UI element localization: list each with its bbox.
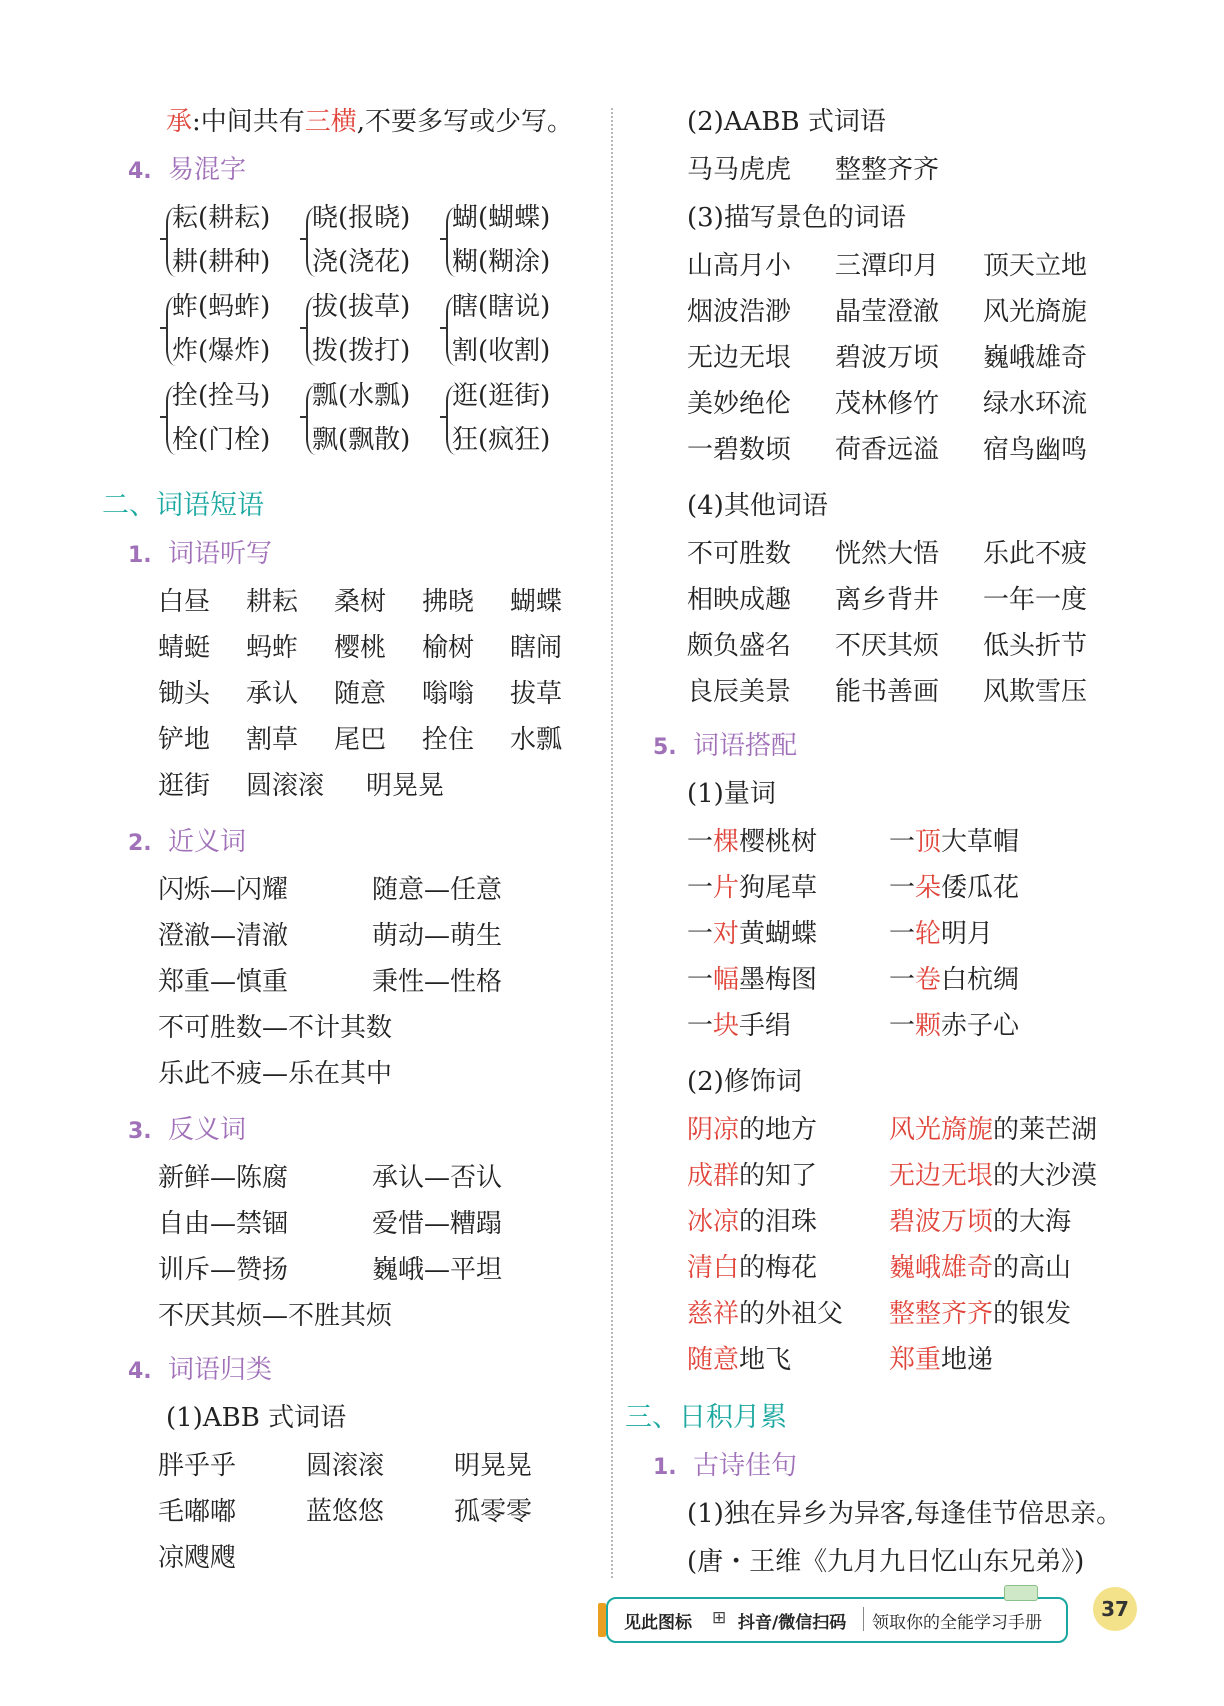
classify-num: 4.: [128, 1359, 152, 1384]
confusing-word: 耘(耕耘): [172, 203, 271, 233]
modifier-phrase: [687, 1198, 817, 1246]
quantifier-one: 一: [889, 919, 916, 949]
other-word: 相映成趣: [687, 585, 792, 615]
synonyms-num: 2.: [128, 831, 152, 856]
classify-heading: [128, 1346, 272, 1396]
modifier-word: 风光旖旎: [889, 1115, 994, 1145]
dictation-title: 词语听写: [167, 539, 272, 569]
footer-text-3: 领取你的全能学习手册: [872, 1613, 1042, 1633]
synonyms-pair: 萌动—萌生: [372, 921, 503, 951]
dictation-heading: [128, 530, 272, 580]
synonyms-pair: 随意—任意: [372, 875, 503, 905]
scene-word: 风光旖旎: [983, 297, 1088, 327]
antonyms-pair: 训斥—赞扬: [158, 1255, 289, 1285]
confusing-word: 瞎(瞎说): [452, 292, 551, 322]
quantifier-phrase: [889, 1002, 1019, 1050]
modifier-word: 郑重: [889, 1345, 942, 1375]
tip-char: 承: [166, 107, 193, 137]
scene-word: 碧波万顷: [835, 343, 940, 373]
confusing-word: 栓(门栓): [172, 425, 271, 455]
scene-word: 晶莹澄澈: [835, 297, 940, 327]
quantifier-word: 颗: [915, 1011, 942, 1041]
quantifier-one: 一: [687, 873, 714, 903]
page-number: 37: [1093, 1587, 1137, 1631]
footer-text-1: 见此图标: [624, 1613, 692, 1633]
dictation-word: 承认: [246, 679, 299, 709]
quantifier-one: 一: [889, 827, 916, 857]
quantifier-word: 对: [713, 919, 740, 949]
modifier-word: 阴凉: [687, 1115, 740, 1145]
quantifier-noun: 倭瓜花: [941, 873, 1020, 903]
antonyms-num: 3.: [128, 1119, 152, 1144]
confusing-title: 易混字: [167, 155, 246, 185]
quantifier-phrase: [889, 864, 1019, 912]
abb-word: 孤零零: [454, 1497, 533, 1527]
confusing-word: 糊(糊涂): [452, 247, 551, 277]
quantifier-phrase: [687, 910, 817, 958]
dictation-word: 圆滚滚: [246, 771, 325, 801]
column-divider: [611, 108, 613, 1578]
dictation-word: 明晃晃: [366, 771, 445, 801]
dictation-word: 樱桃: [334, 633, 387, 663]
modifier-word: 巍峨雄奇: [889, 1253, 994, 1283]
dictation-word: 白昼: [158, 587, 211, 617]
quantifier-one: 一: [687, 827, 714, 857]
confusing-num: 4.: [128, 159, 152, 184]
quantifier-one: 一: [687, 919, 714, 949]
modifier-word: 清白: [687, 1253, 740, 1283]
poem-title: 古诗佳句: [692, 1451, 797, 1481]
modifier-noun: 的地方: [739, 1115, 818, 1145]
dictation-word: 榆树: [422, 633, 475, 663]
quantifier-noun: 白杭绸: [941, 965, 1020, 995]
confusing-word: 拔(拔草): [312, 292, 411, 322]
quantifier-word: 朵: [915, 873, 942, 903]
modifier-phrase: [889, 1106, 1097, 1154]
confusing-heading: [128, 146, 246, 196]
modifier-word: 整整齐齐: [889, 1299, 994, 1329]
quantifier-one: 一: [889, 1011, 916, 1041]
synonyms-pair: 不可胜数—不计其数: [158, 1013, 393, 1043]
antonyms-pair: 爱惜—糟蹋: [372, 1209, 503, 1239]
footer-text-2: 抖音/微信扫码: [738, 1613, 847, 1633]
modifier-noun: 的知了: [739, 1161, 818, 1191]
synonyms-pair: 秉性—性格: [372, 967, 503, 997]
abb-word: 毛嘟嘟: [158, 1497, 237, 1527]
modifier-phrase: [687, 1290, 843, 1338]
quantifier-one: 一: [687, 965, 714, 995]
dictation-word: 尾巴: [334, 725, 387, 755]
other-title: (4)其他词语: [687, 491, 828, 521]
modifier-word: 冰凉: [687, 1207, 740, 1237]
scan-icon: ⊞: [712, 1608, 727, 1628]
modifier-noun: 的大海: [993, 1207, 1072, 1237]
scene-word: 顶天立地: [983, 251, 1088, 281]
modifier-phrase: [889, 1244, 1071, 1292]
confusing-word: 逛(逛街): [452, 381, 551, 411]
confusing-word: 耕(耕种): [172, 247, 271, 277]
scene-word: 绿水环流: [983, 389, 1088, 419]
modifier-phrase: [889, 1152, 1097, 1200]
modifier-phrase: [687, 1244, 817, 1292]
scene-word: 美妙绝伦: [687, 389, 792, 419]
dictation-word: 水瓢: [510, 725, 563, 755]
dictation-word: 割草: [246, 725, 299, 755]
quantifier-one: 一: [889, 965, 916, 995]
modifier-noun: 的莱芒湖: [993, 1115, 1098, 1145]
confusing-word: 拨(拨打): [312, 336, 411, 366]
other-word: 能书善画: [835, 677, 940, 707]
match-title: 词语搭配: [692, 731, 797, 761]
other-word: 离乡背井: [835, 585, 940, 615]
dictation-word: 桑树: [334, 587, 387, 617]
quantifier-phrase: [687, 1002, 791, 1050]
antonyms-title: 反义词: [167, 1115, 246, 1145]
modifier-word: 慈祥: [687, 1299, 740, 1329]
quantifier-noun: 大草帽: [941, 827, 1020, 857]
match-num: 5.: [653, 735, 677, 760]
footer-accent: [598, 1603, 606, 1637]
aabb-title: (2)AABB 式词语: [687, 107, 886, 137]
scene-word: 三潭印月: [835, 251, 940, 281]
confusing-word: 浇(浇花): [312, 247, 411, 277]
dictation-word: 铲地: [158, 725, 211, 755]
antonyms-pair: 承认—否认: [372, 1163, 503, 1193]
tip-highlight: 三横: [304, 107, 357, 137]
confusing-word: 炸(爆炸): [172, 336, 271, 366]
antonyms-pair: 新鲜—陈腐: [158, 1163, 289, 1193]
dictation-word: 蝴蝶: [510, 587, 563, 617]
abb-word: 明晃晃: [454, 1451, 533, 1481]
confusing-word: 割(收割): [452, 336, 551, 366]
modifier-noun: 的泪珠: [739, 1207, 818, 1237]
quantifier-noun: 墨梅图: [739, 965, 818, 995]
section3-heading: 三、日积月累: [625, 1402, 787, 1433]
synonyms-pair: 郑重—慎重: [158, 967, 289, 997]
dictation-word: 蜻蜓: [158, 633, 211, 663]
quantifier-noun: 手绢: [739, 1011, 792, 1041]
synonyms-heading: [128, 818, 246, 868]
quantifier-phrase: [687, 864, 817, 912]
poem-line-2: (唐・王维《九月九日忆山东兄弟》): [687, 1547, 1085, 1577]
tip-text-1: :中间共有: [192, 107, 305, 137]
modifier-phrase: [889, 1336, 993, 1384]
classify-title: 词语归类: [167, 1355, 272, 1385]
modifier-phrase: [889, 1198, 1071, 1246]
scene-word: 茂林修竹: [835, 389, 940, 419]
quantifier-word: 块: [713, 1011, 740, 1041]
quantifier-phrase: [889, 818, 1019, 866]
modifier-word: 成群: [687, 1161, 740, 1191]
confusing-word: 飘(飘散): [312, 425, 411, 455]
abb-word: 胖乎乎: [158, 1451, 237, 1481]
dictation-word: 瞎闹: [510, 633, 563, 663]
synonyms-pair: 乐此不疲—乐在其中: [158, 1059, 393, 1089]
dictation-word: 锄头: [158, 679, 211, 709]
modifier-noun: 的银发: [993, 1299, 1072, 1329]
other-word: 低头折节: [983, 631, 1088, 661]
quantifier-word: 幅: [713, 965, 740, 995]
quantifier-word: 轮: [915, 919, 942, 949]
dictation-word: 拴住: [422, 725, 475, 755]
synonyms-pair: 闪烁—闪耀: [158, 875, 289, 905]
scene-word: 巍峨雄奇: [983, 343, 1088, 373]
scene-word: 宿鸟幽鸣: [983, 435, 1088, 465]
other-word: 不厌其烦: [835, 631, 940, 661]
scene-word: 一碧数顷: [687, 435, 792, 465]
other-word: 乐此不疲: [983, 539, 1088, 569]
quantifier-word: 卷: [915, 965, 942, 995]
synonyms-title: 近义词: [167, 827, 246, 857]
quantifier-word: 顶: [915, 827, 942, 857]
confusing-word: 蚱(蚂蚱): [172, 292, 271, 322]
other-word: 不可胜数: [687, 539, 792, 569]
other-word: 一年一度: [983, 585, 1088, 615]
abb-word: 凉飕飕: [158, 1543, 237, 1573]
other-word: 恍然大悟: [835, 539, 940, 569]
quantifier-one: 一: [687, 1011, 714, 1041]
scene-word: 无边无垠: [687, 343, 792, 373]
aabb-word: 整整齐齐: [835, 155, 940, 185]
quantifier-phrase: [687, 818, 817, 866]
quantifier-noun: 樱桃树: [739, 827, 818, 857]
confusing-word: 拴(拴马): [172, 381, 271, 411]
dictation-word: 嗡嗡: [422, 679, 475, 709]
quantifier-phrase: [889, 956, 1019, 1004]
modifier-noun: 的高山: [993, 1253, 1072, 1283]
confusing-word: 晓(报晓): [312, 203, 411, 233]
dictation-word: 蚂蚱: [246, 633, 299, 663]
quantifier-noun: 赤子心: [941, 1011, 1020, 1041]
quantifier-phrase: [687, 956, 817, 1004]
section2-heading: 二、词语短语: [102, 490, 264, 521]
modifier-phrase: [687, 1152, 817, 1200]
quantifier-noun: 黄蝴蝶: [739, 919, 818, 949]
modifier-phrase: [889, 1290, 1071, 1338]
modifier-noun: 的外祖父: [739, 1299, 844, 1329]
tip-text-2: ,不要多写或少写。: [356, 107, 574, 137]
scene-word: 烟波浩渺: [687, 297, 792, 327]
poem-heading: [653, 1442, 797, 1492]
scene-title: (3)描写景色的词语: [687, 203, 906, 233]
quant-title: (1)量词: [687, 779, 776, 809]
footer-separator: [863, 1607, 864, 1631]
quantifier-noun: 狗尾草: [739, 873, 818, 903]
mod-title: (2)修饰词: [687, 1067, 802, 1097]
abb-word: 蓝悠悠: [306, 1497, 385, 1527]
modifier-noun: 地飞: [739, 1345, 792, 1375]
modifier-word: 随意: [687, 1345, 740, 1375]
confusing-word: 瓢(水瓢): [312, 381, 411, 411]
dictation-word: 拔草: [510, 679, 563, 709]
match-heading: [653, 722, 797, 772]
dictation-num: 1.: [128, 543, 152, 568]
modifier-phrase: [687, 1106, 817, 1154]
modifier-noun: 的大沙漠: [993, 1161, 1098, 1191]
modifier-word: 碧波万顷: [889, 1207, 994, 1237]
dictation-word: 拂晓: [422, 587, 475, 617]
other-word: 颇负盛名: [687, 631, 792, 661]
other-word: 风欺雪压: [983, 677, 1088, 707]
dictation-word: 耕耘: [246, 587, 299, 617]
antonyms-pair: 不厌其烦—不胜其烦: [158, 1301, 393, 1331]
modifier-noun: 地递: [941, 1345, 994, 1375]
dictation-word: 逛街: [158, 771, 211, 801]
other-word: 良辰美景: [687, 677, 792, 707]
poem-num: 1.: [653, 1455, 677, 1480]
quantifier-phrase: [889, 910, 993, 958]
antonyms-pair: 巍峨—平坦: [372, 1255, 503, 1285]
footer-banner[interactable]: [606, 1597, 1068, 1643]
scene-word: 荷香远溢: [835, 435, 940, 465]
book-icon: [1004, 1585, 1038, 1601]
tip-line: [166, 98, 573, 146]
confusing-word: 狂(疯狂): [452, 425, 551, 455]
antonyms-heading: [128, 1106, 246, 1156]
scene-word: 山高月小: [687, 251, 792, 281]
quantifier-word: 棵: [713, 827, 740, 857]
abb-title: (1)ABB 式词语: [166, 1403, 347, 1433]
modifier-word: 无边无垠: [889, 1161, 994, 1191]
quantifier-noun: 明月: [941, 919, 994, 949]
dictation-word: 随意: [334, 679, 387, 709]
synonyms-pair: 澄澈—清澈: [158, 921, 289, 951]
aabb-word: 马马虎虎: [687, 155, 792, 185]
modifier-phrase: [687, 1336, 791, 1384]
modifier-noun: 的梅花: [739, 1253, 818, 1283]
quantifier-one: 一: [889, 873, 916, 903]
confusing-word: 蝴(蝴蝶): [452, 203, 551, 233]
quantifier-word: 片: [713, 873, 740, 903]
antonyms-pair: 自由—禁锢: [158, 1209, 289, 1239]
poem-line-1: (1)独在异乡为异客,每逢佳节倍思亲。: [687, 1499, 1123, 1529]
abb-word: 圆滚滚: [306, 1451, 385, 1481]
